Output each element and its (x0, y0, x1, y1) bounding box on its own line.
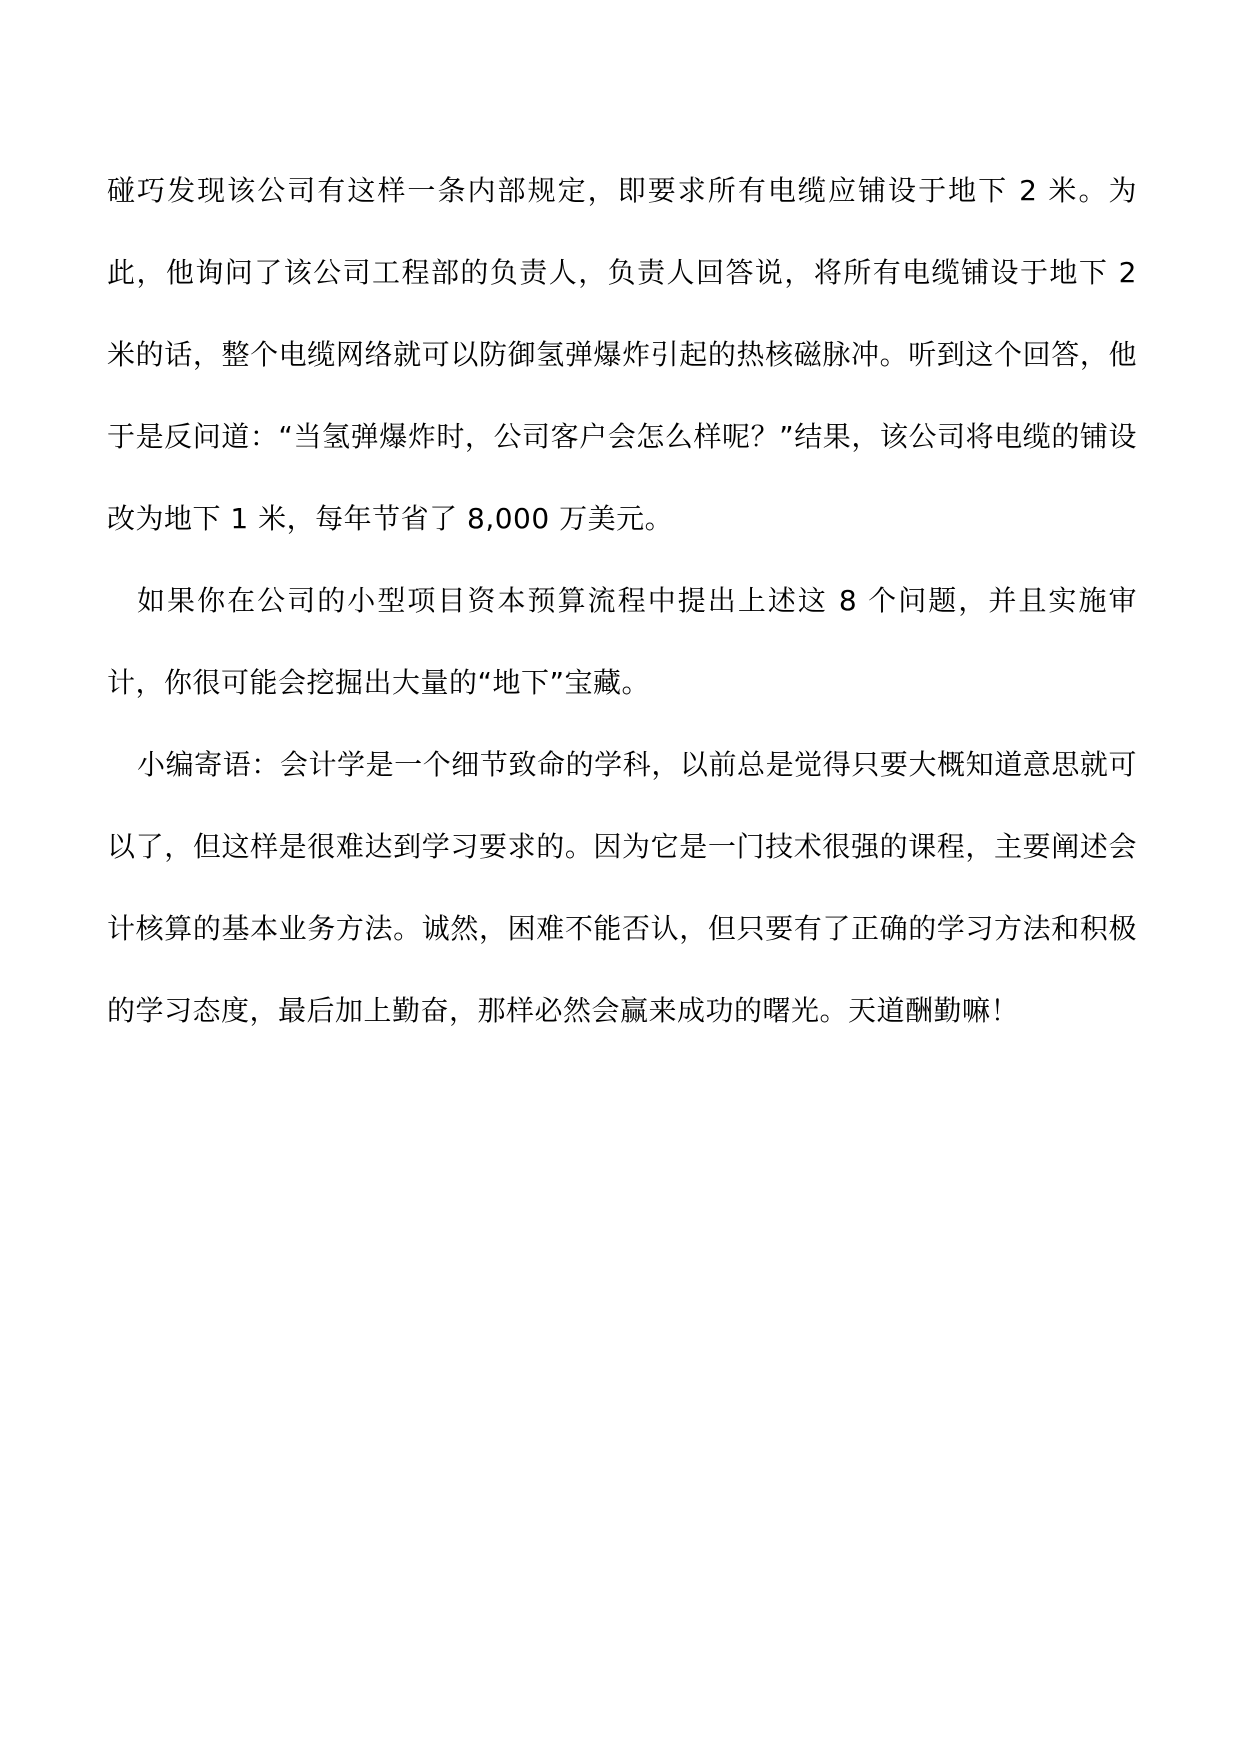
paragraph-editor-note: 小编寄语：会计学是一个细节致命的学科，以前总是觉得只要大概知道意思就可以了，但这样是很难达到学习要求的。因为它是一门技术很强的课程，主要阐述会计核算的基本业务方法。诚然，困难不能否认，但只要有了正确的学习方法和积极的学习态度，最后加上勤奋，那样必然会赢来成功的曙光。天道酬勤嘛！ (107, 748, 1137, 1027)
document-body (107, 150, 1137, 1052)
paragraph-capital-budget: 如果你在公司的小型项目资本预算流程中提出上述这 8 个问题，并且实施审计，你很可能会挖掘出大量的“地下”宝藏。 (107, 584, 1137, 699)
paragraph-cable-story: 碰巧发现该公司有这样一条内部规定，即要求所有电缆应铺设于地下 2 米。为此，他询问了该公司工程部的负责人，负责人回答说，将所有电缆铺设于地下 2 米的话，整个电缆网络就可以防御氢弹爆炸引起的热核磁脉冲。听到这个回答，他于是反问道：“当氢弹爆炸时，公司客户会怎么样呢？”结果，该公司将电缆的铺设改为地下 1 米，每年节省了 8,000 万美元。 (107, 174, 1137, 535)
